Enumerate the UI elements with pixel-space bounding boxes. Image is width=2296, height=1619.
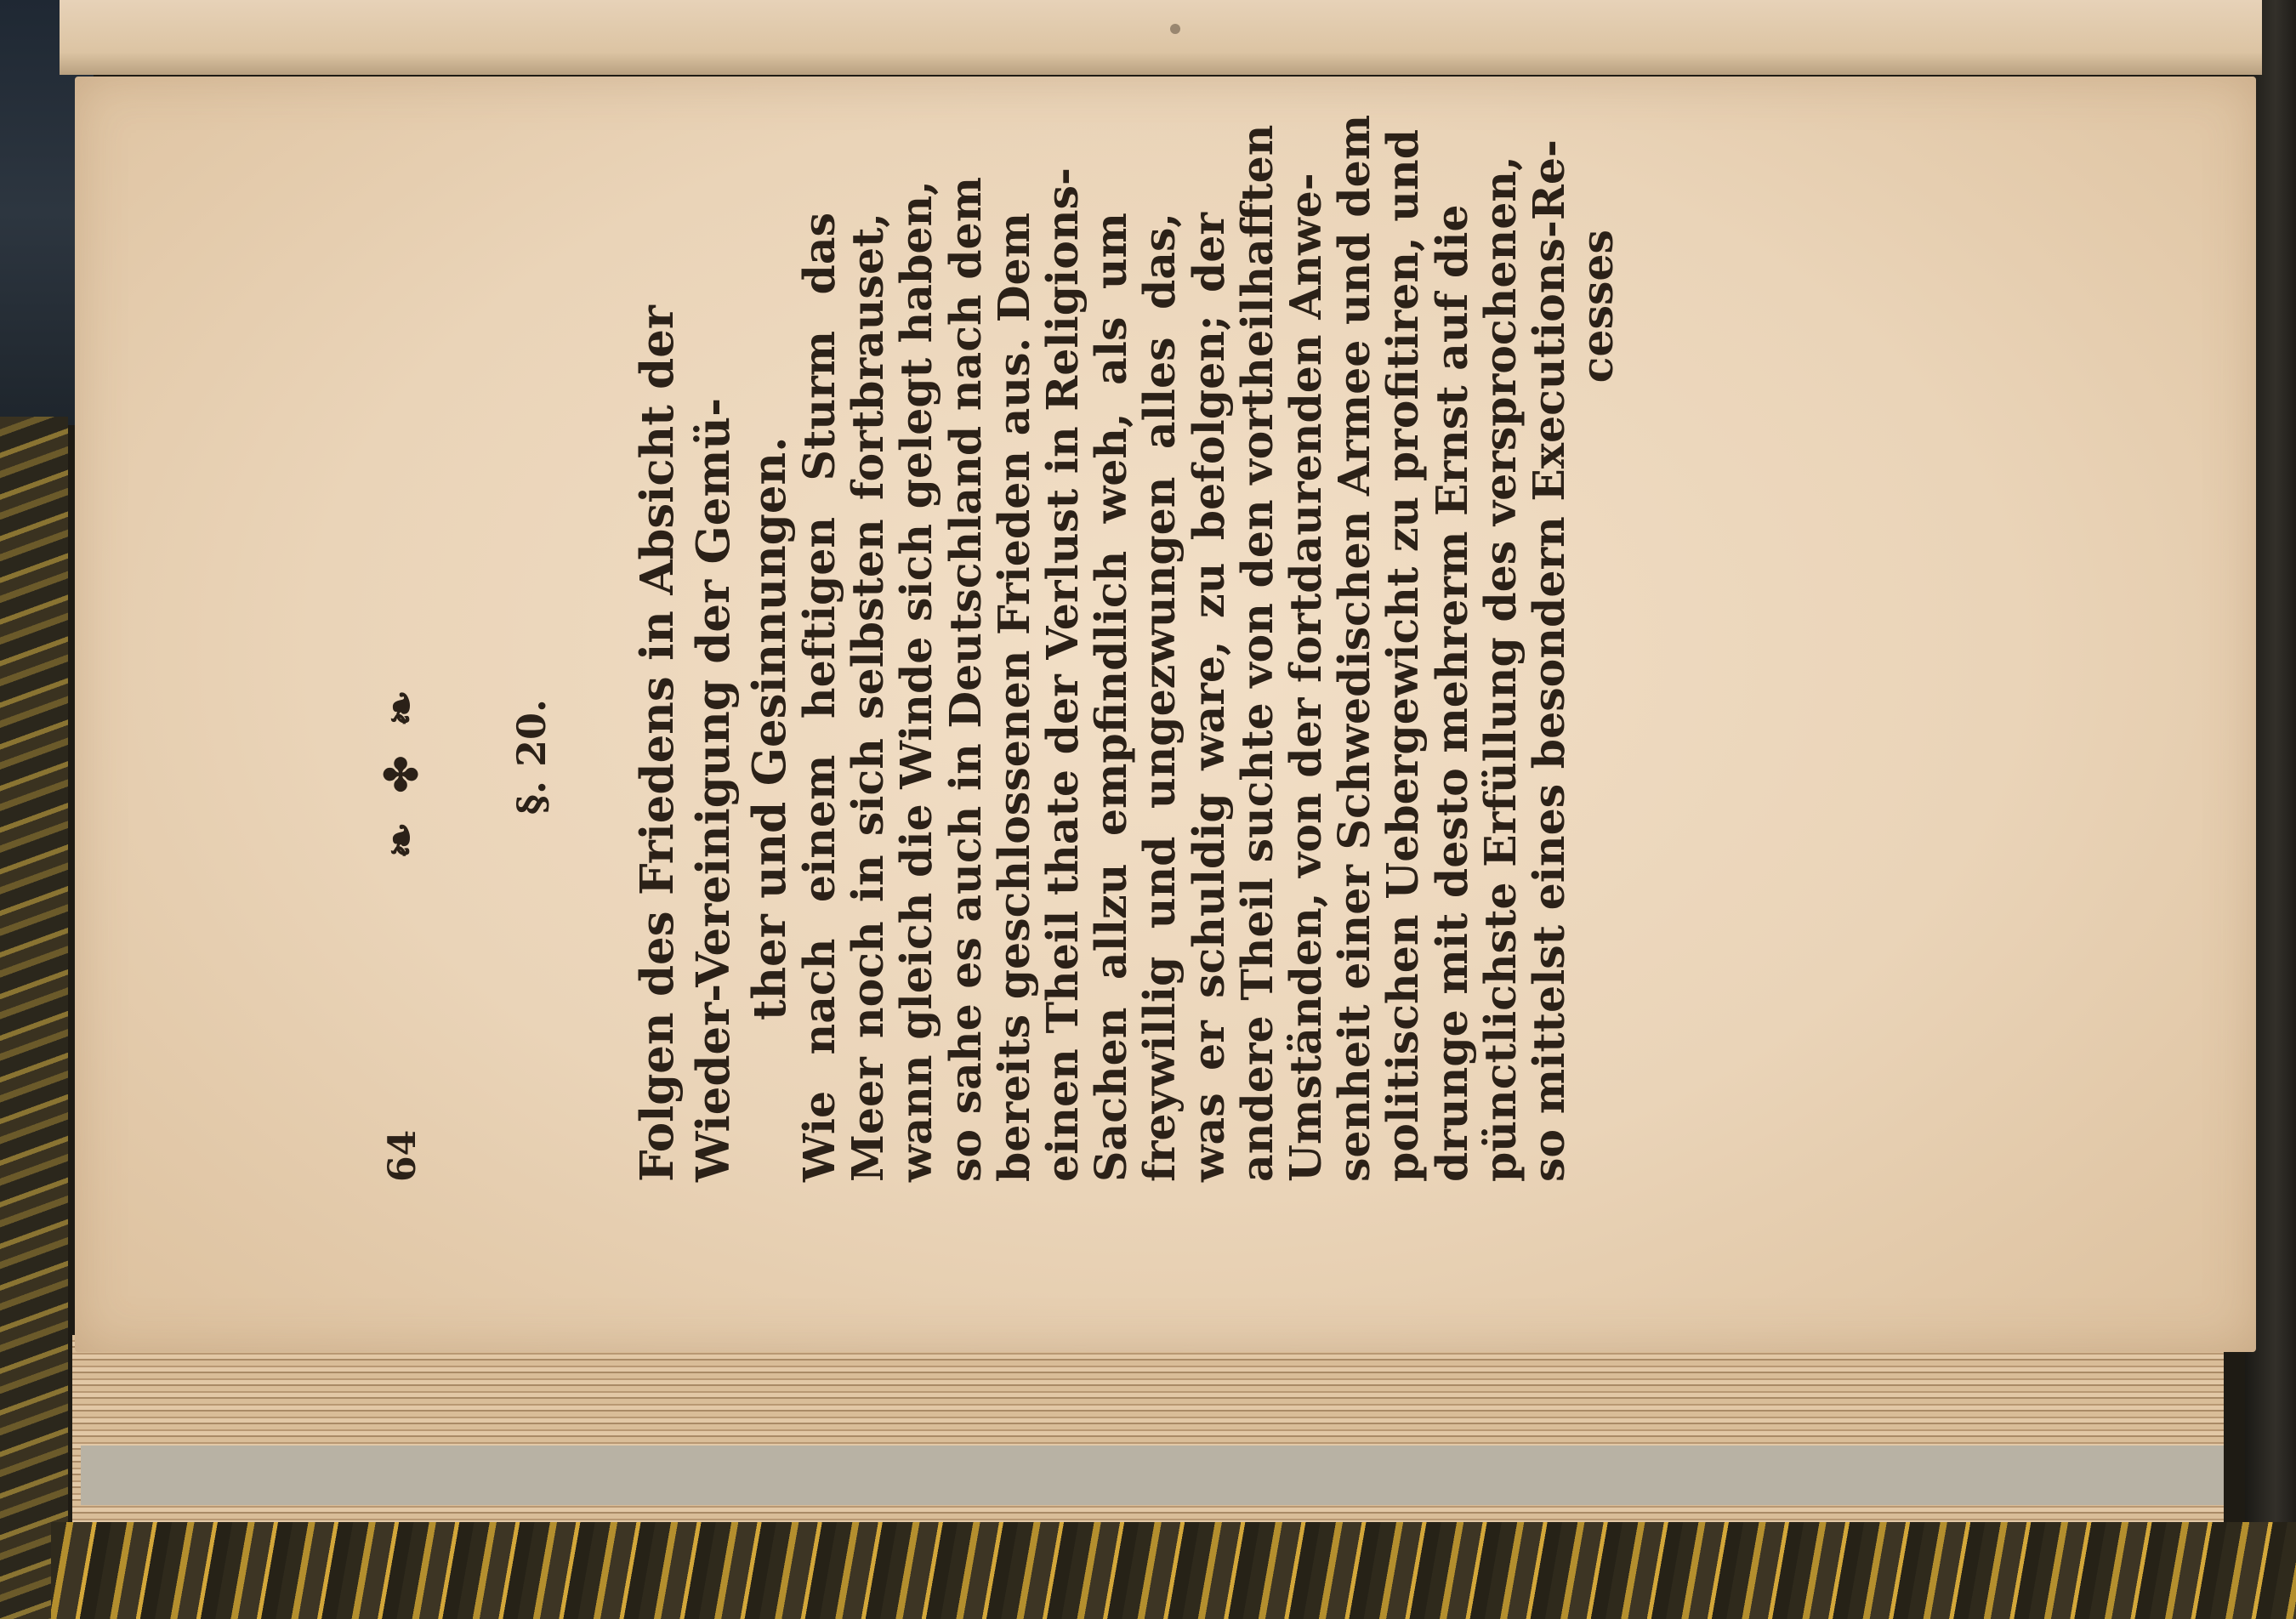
text-line: Wie nach einem heftigen Sturm das xyxy=(794,213,844,1182)
text-line: so sahe es auch in Deutschland nach dem xyxy=(940,176,991,1182)
rotated-text-block xyxy=(366,114,1896,1182)
marbled-cover-left xyxy=(0,417,68,1619)
marbled-cover-bottom xyxy=(51,1522,2296,1619)
text-line: senheit einer Schwedischen Armee und dem xyxy=(1329,114,1380,1182)
text-line: einen Theil thate der Verlust in Religions- xyxy=(1037,167,1088,1182)
text-line: so mittelst eines besondern Executions-Re- xyxy=(1524,139,1575,1182)
text-line: Umständen, von der fortdaurenden Anwe- xyxy=(1281,173,1332,1182)
text-line: freywillig und ungezwungen alles das, xyxy=(1134,213,1185,1182)
facing-page-edge xyxy=(60,0,2262,75)
text-line: drunge mit desto mehrerm Ernst auf die xyxy=(1426,204,1477,1182)
section-heading xyxy=(629,213,798,1182)
text-line: Sachen allzu empfindlich weh, als um xyxy=(1086,213,1137,1182)
text-line: wann gleich die Winde sich gelegt haben, xyxy=(891,180,942,1182)
body-paragraph xyxy=(794,114,1623,1182)
running-header xyxy=(366,213,442,1182)
catchword: cesses xyxy=(1572,230,1623,383)
text-line: bereits geschlossenen Frieden aus. Dem xyxy=(988,212,1039,1182)
section-number: §. 20. xyxy=(509,698,554,815)
heading-line: Folgen des Friedens in Absicht der xyxy=(631,305,684,1182)
text-line: pünctlichste Erfüllung des versprochenen, xyxy=(1475,156,1526,1182)
heading-line: Wieder-Vereinigung der Gemü- xyxy=(687,397,740,1182)
heading-line: ther und Gesinnungen. xyxy=(743,436,796,1020)
text-line: was er schuldig ware, zu befolgen; der xyxy=(1183,213,1234,1182)
header-ornament: ❧ ✤ ❧ xyxy=(376,683,428,859)
ink-speck xyxy=(1170,24,1180,34)
page-block-lining xyxy=(81,1446,2224,1505)
text-line: andere Theil suchte von den vortheilhafften xyxy=(1231,124,1282,1182)
text-line: politischen Uebergewicht zu profitiren, und xyxy=(1378,128,1429,1182)
page-number: 64 xyxy=(381,1129,424,1182)
text-line: Meer noch in sich selbsten fortbrauset, xyxy=(843,213,894,1182)
